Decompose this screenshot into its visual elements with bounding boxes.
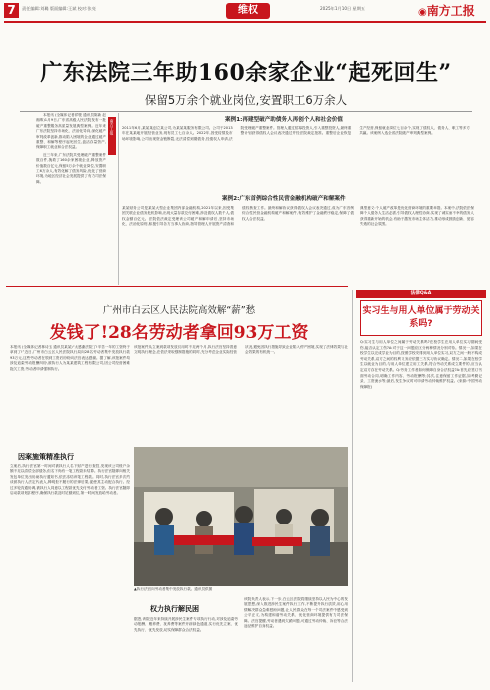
column-rule <box>118 113 119 285</box>
story-headline: 发钱了!28名劳动者拿回93万工资 <box>49 323 309 343</box>
qa-column-rule <box>352 290 353 682</box>
story-intro: 本报讯 (全媒体记者林诗玉 通讯员某某)“太感谢法院了!辛苦一年的工资终于拿到了!”近日,广州市白云区人民法院执行局向28名劳动者集中发放执行款93万元,这些劳动者在领到工资后纷纷向法官表达感谢。据了解,该批案件均涉及追索劳动报酬纠纷,被执行人为某某建筑工程有限公司,因公司经营困难拖欠工资,劳动者申请强制执行。 <box>10 345 130 371</box>
main-subheadline: 保留5万余个就业岗位,安置职工6万余人 <box>144 93 348 107</box>
story-column-3: 该院负责人表示,下一步,白云区法院将继续坚持以人民为中心的发展思想,深入推进涉民生案件执行工作,不断提升执行质效,用心用情解决群众急难愁盼问题,让人民群众在每一个司法案件中感受到公平正义,为构建和谐劳动关系、优化营商环境提供有力司法保障。法官提醒,劳动者遇到欠薪问题,可通过劳动仲裁、诉讼等合法途径维护自身权益。 <box>244 597 348 629</box>
photo-caption: ▲执行法官向劳动者集中发放执行款。通讯员供图 <box>134 587 213 591</box>
story-column-1: 立案后,执行法官第一时间对被执行人名下财产进行查控,发现该公司账户余额不足以清偿全部债务,但名下尚有一笔工程款未结算。执行法官随即向相关发包单位发出协助执行通知书,依法冻结该笔工程款。同时,执行法官多次约谈被执行人法定代表人,释明拒不履行的法律后果,促使其主动配合执行。经过多轮沟通协调,被执行人同意以工程款优先支付劳动者工资。执行法官随即启动款项划扣程序,确保执行款及时足额到位,第一时间发放给劳动者。 <box>10 464 130 496</box>
lead-tag-text: 南方工报 <box>109 119 115 135</box>
logo-text: 南方工报 <box>426 4 475 18</box>
qa-banner: 法律Q&A <box>356 290 486 298</box>
case2-significance: 典型意义:个人破产改革是优化营商环境的重要举措。本案中,法院依法保障个人债务人生活必需,引导债权人理性协商,实现了诚实而不幸的债务人获得重新开始的机会,有助于激发市场主体活力,推动形成鼓励创新、宽容失败的社会氛围。 <box>360 206 474 227</box>
main-headline: 广东法院三年助160余家企业“起死回生” <box>40 60 452 86</box>
header-rule <box>4 21 486 23</box>
lead-tag <box>108 117 116 155</box>
lead-paragraph-2: 近三年来,广东法院共受理破产重整案件数百件,挽救了160余家困境企业,释放资产价值数百亿元,保留5万余个就业岗位,安置职工6万余人,有效化解了债务风险,优化了营商环境,为地区经济社会发展提供了有力司法保障。 <box>36 152 106 184</box>
story-section-header: 广州市白云区人民法院高效解“薪”愁 <box>102 305 256 316</box>
section-divider <box>6 286 348 287</box>
lead-article <box>36 113 106 285</box>
case2-text: 某某财务公司是某某大型企业集团内部金融机构,2021年以来,因受集团关联企业债务危机影响,出现大量存款兑付困难,涉及债权人数千人,债权金额百亿元。法院依法裁定受理该公司破产和解申请后,坚持市场化、法治化原则,积极引导各方当事人协商,指导管理人开展资产清查和债权核查工作。最终和解协议获得债权人会议表决通过,成为广东首例综合性民营金融机构破产和解案件,有效维护了金融秩序稳定,保障了债权人合法权益。 <box>122 206 354 227</box>
case1-text: 2011年6月,某某某创立某公司,为某某某服务有限公司。公司于2013年在某某地开展经营业务,现有员工七百余人。2022年,因受疫情及市场环境影响,公司出现资金链断裂,无法清偿到期债务,经债权人申请,法院受理破产重整案件。管理人通过招募投资人,引入重整投资人,最终重整计划获得债权人会议表决通过并经法院裁定批准。重整后企业恢复生产经营,保留就业岗位七百余个,实现了债权人、债务人、职工等多方共赢。该案例入选全省法院破产审判典型案例。 <box>122 126 470 141</box>
story-column-2b: 据悉,该院近年来持续开展涉民生案件专项执行行动,对涉及追索劳动报酬、赡养费、抚养费等案件开辟绿色通道,实行优先立案、优先执行、优先发放,切实保障群众合法权益。 <box>134 617 238 632</box>
editor-info: 责任编辑:刘璐 版面编辑:王斌 校对:张亮 <box>22 6 96 11</box>
case2-title: 案例2:广东首例综合性民营金融机构破产和解案件 <box>222 196 346 202</box>
case1-title: 案例1:再建型破产助债务人再创个人和社会价值 <box>225 117 344 123</box>
lead-paragraph-1: 本报讯 (全媒体记者祥骏 通讯员陈新 赵湘珠)1月9日,广东省高级人民法院发布一批破产重整服务高质量发展典型案例。近年来广东法院坚持市场化、法治化导向,深化破产审判改革创新,推动陷入困境的企业通过破产重整、和解等程序起死回生,盘活存量资产,保障职工就业和合法权益。 <box>36 113 106 150</box>
newspaper-logo: ◉南方工报 <box>418 4 475 18</box>
story-column-2: 该批案件从立案到款项发放仅用时不足两个月,执行法官坚持善意文明执行理念,在依法采取强制措施的同时,充分考虑企业实际经营状况,避免因执行措施导致企业陷入停产困境,实现了法律效果与社会效果的有机统一。 <box>134 345 348 355</box>
issue-date: 2025年1月10日 星期五 <box>320 6 366 11</box>
headline-divider <box>20 111 472 112</box>
section-label: 维权 <box>226 3 270 19</box>
story-subhead-2: 权力执行解民困 <box>150 605 199 613</box>
page-number: 7 <box>4 3 19 18</box>
qa-text: Q:实习生与用人单位之间属于劳动关系吗?在校学生在用人单位实习期间受伤,能否认定工伤?A:对于这一问题应区分两种情况分别对待。情况一,如果在校学生以完成学业为目的,按照学校安排到用人单位实习,双方之间一般不构成劳动关系,双方之间的权利义务应依据三方实习协议确定。情况二,如果在校学生以就业为目的,与用人单位建立用工关系,符合劳动关系成立要件的,应当认定双方存在劳动关系。Q:劳务工作者如何保障自身合法权益?A:首先应签订书面劳动合同,明确工作内容、劳动报酬等;其次,注意保留工作证据,如考勤记录、工资流水等;最后,发生争议时可申请劳动仲裁维护权益。(来源:中国劳动保障报) <box>360 340 482 389</box>
story-subhead-1: 因案施策精准执行 <box>18 453 74 461</box>
story-photo <box>134 447 348 586</box>
qa-title: 实习生与用人单位属于劳动关系吗? <box>360 300 482 336</box>
